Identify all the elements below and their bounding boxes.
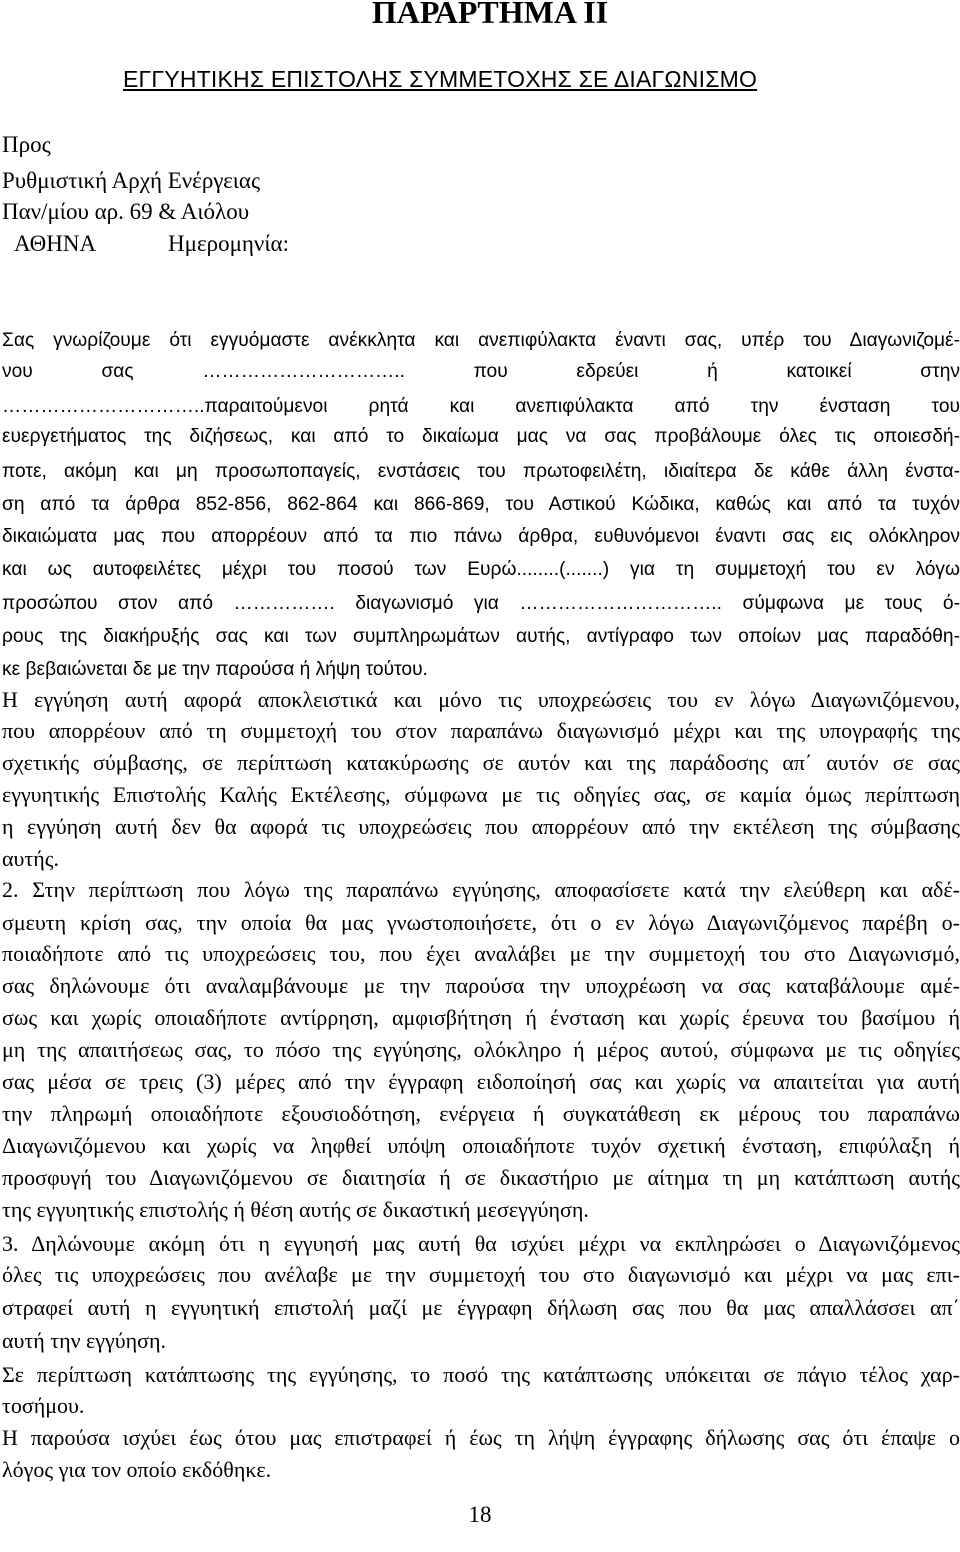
body-line: μη της απαιτήσεως σας, το πόσο της εγγύησης, ολόκληρο ή μέρος αυτού, σύμφωνα με τις οδηγίες [2, 1037, 960, 1062]
address-street: Παν/μίου αρ. 69 & Αιόλου [2, 199, 250, 224]
body-line: προσφυγή του Διαγωνιζόμενου σε διαιτησία ή σε δικαστήριο με αίτημα τη μη κατάπτωση αυτής [2, 1165, 960, 1190]
address-to: Προς [2, 132, 51, 157]
body-line: ση από τα άρθρα 852-856, 862-864 και 866-869, του Αστικού Κώδικα, καθώς και από τα τυχόν [2, 494, 960, 515]
date-label: Ημερομηνία: [168, 231, 289, 256]
body-line: όλες τις υποχρεώσεις που ανέλαβε με την συμμετοχή του στο διαγωνισμό και μέχρι να μας επι- [2, 1262, 960, 1287]
body-line: αυτής. [2, 846, 59, 871]
body-line: σμευτη κρίση σας, την οποία θα μας γνωστοποιήσετε, ότι ο εν λόγω Διαγωνιζόμενος παρέβη ο- [2, 910, 960, 935]
body-line: και ως αυτοφειλέτες μέχρι του ποσού των Ευρώ........(.......) για τη συμμετοχή του εν λόγω [2, 559, 960, 580]
body-line: που απορρέουν από τη συμμετοχή του στον παραπάνω διαγωνισμό μέχρι και της υπογραφής της [2, 718, 960, 743]
body-line: ευεργετήματος της διζήσεως, και από το δικαίωμα μας να σας προβάλουμε όλες τις οποιεσδή- [2, 426, 960, 447]
body-line: σας μέσα σε τρεις (3) μέρες από την έγγραφη ειδοποίησή σας και χωρίς να απαιτείται για αυτή [2, 1069, 960, 1094]
body-line: Η εγγύηση αυτή αφορά αποκλειστικά και μόνο τις υποχρεώσεις του εν λόγω Διαγωνιζόμενου, [2, 687, 960, 712]
body-line: νου σας ………………………….. που εδρεύει ή κατοικεί στην [2, 361, 960, 382]
body-line: εγγυητικής Επιστολής Καλής Εκτέλεσης, σύμφωνα με τις οδηγίες σας, σε καμία όμως περίπτωση [2, 782, 960, 807]
body-line: την πληρωμή οποιαδήποτε εξουσιοδότηση, ενέργεια ή συγκατάθεση εκ μέρους του παραπάνω [2, 1101, 960, 1126]
body-line: η εγγύηση αυτή δεν θα αφορά τις υποχρεώσεις που απορρέουν από την εκτέλεση της σύμβασης [2, 814, 960, 839]
page-number: 18 [468, 1502, 492, 1527]
body-line: Διαγωνιζόμενου και χωρίς να ληφθεί υπόψη οποιαδήποτε τυχόν σχετική ένσταση, επιφύλαξη ή [2, 1133, 960, 1158]
body-line: σας δηλώνουμε ότι αναλαμβάνουμε με την παρούσα την υποχρέωση να σας καταβάλουμε αμέ- [2, 973, 960, 998]
body-line: τοσήμου. [2, 1393, 85, 1418]
body-line: ρους της διακήρυξής σας και των συμπληρωμάτων αυτής, αντίγραφο των οποίων μας παραδόθη- [2, 626, 960, 647]
body-line: Σε περίπτωση κατάπτωσης της εγγύησης, το ποσό της κατάπτωσης υπόκειται σε πάγιο τέλος χαρ- [2, 1362, 960, 1387]
body-line: κε βεβαιώνεται δε με την παρούσα ή λήψη τούτου. [2, 659, 428, 680]
address-recipient: Ρυθμιστική Αρχή Ενέργειας [2, 168, 261, 193]
body-line: αυτή την εγγύηση. [2, 1328, 167, 1353]
body-line: στραφεί αυτή η εγγυητική επιστολή μαζί με έγγραφη δήλωση σας που θα μας απαλλάσσει απ΄ [2, 1295, 960, 1320]
body-line: σχετικής σύμβασης, σε περίπτωση κατακύρωσης σε αυτόν και της παράδοσης απ΄ αυτόν σε σας [2, 750, 960, 775]
body-line: προσώπου στον από ……………. διαγωνισμό για ………………………….. σύμφωνα με τους ό- [2, 593, 960, 614]
document-title: ΠΑΡΑΡΤΗΜΑ ΙΙ [371, 0, 609, 30]
body-line: της εγγυητικής επιστολής ή θέση αυτής σε δικαστική μεσεγγύηση. [2, 1197, 589, 1222]
body-line: δικαιώματα μας που απορρέουν από τα πιο πάνω άρθρα, ευθυνόμενοι έναντι σας εις ολόκληρον [2, 526, 960, 547]
body-line: λόγος για τον οποίο εκδόθηκε. [2, 1457, 272, 1482]
document-subtitle: ΕΓΓΥΗΤΙΚΗΣ ΕΠΙΣΤΟΛΗΣ ΣΥΜΜΕΤΟΧΗΣ ΣΕ ΔΙΑΓΩΝΙΣΜΟ [123, 66, 758, 92]
body-line: Σας γνωρίζουμε ότι εγγυόμαστε ανέκκλητα και ανεπιφύλακτα έναντι σας, υπέρ του Διαγωνιζομέ- [2, 330, 960, 351]
address-city: ΑΘΗΝΑ [14, 231, 97, 256]
body-line: …………………………..παραιτούμενοι ρητά και ανεπιφύλακτα από την ένσταση του [2, 396, 960, 417]
body-line: 2. Στην περίπτωση που λόγω της παραπάνω εγγύησης, αποφασίσετε κατά την ελεύθερη και αδέ- [2, 877, 960, 902]
body-line: ποιαδήποτε από τις υποχρεώσεις του, που έχει αναλάβει με την συμμετοχή του στο Διαγωνισμό, [2, 941, 960, 966]
body-line: ποτε, ακόμη και μη προσωποπαγείς, ενστάσεις του πρωτοφειλέτη, ιδιαίτερα δε κάθε άλλη ένστα- [2, 461, 960, 482]
body-line: 3. Δηλώνουμε ακόμη ότι η εγγυησή μας αυτή θα ισχύει μέχρι να εκπληρώσει ο Διαγωνιζόμενος [2, 1231, 960, 1256]
body-line: Η παρούσα ισχύει έως ότου μας επιστραφεί ή έως τη λήψη έγγραφης δήλωσης σας ότι έπαψε ο [2, 1425, 960, 1450]
body-line: σως και χωρίς οποιαδήποτε αντίρρηση, αμφισβήτηση ή ένσταση και χωρίς έρευνα του βασίμου ή [2, 1005, 960, 1030]
